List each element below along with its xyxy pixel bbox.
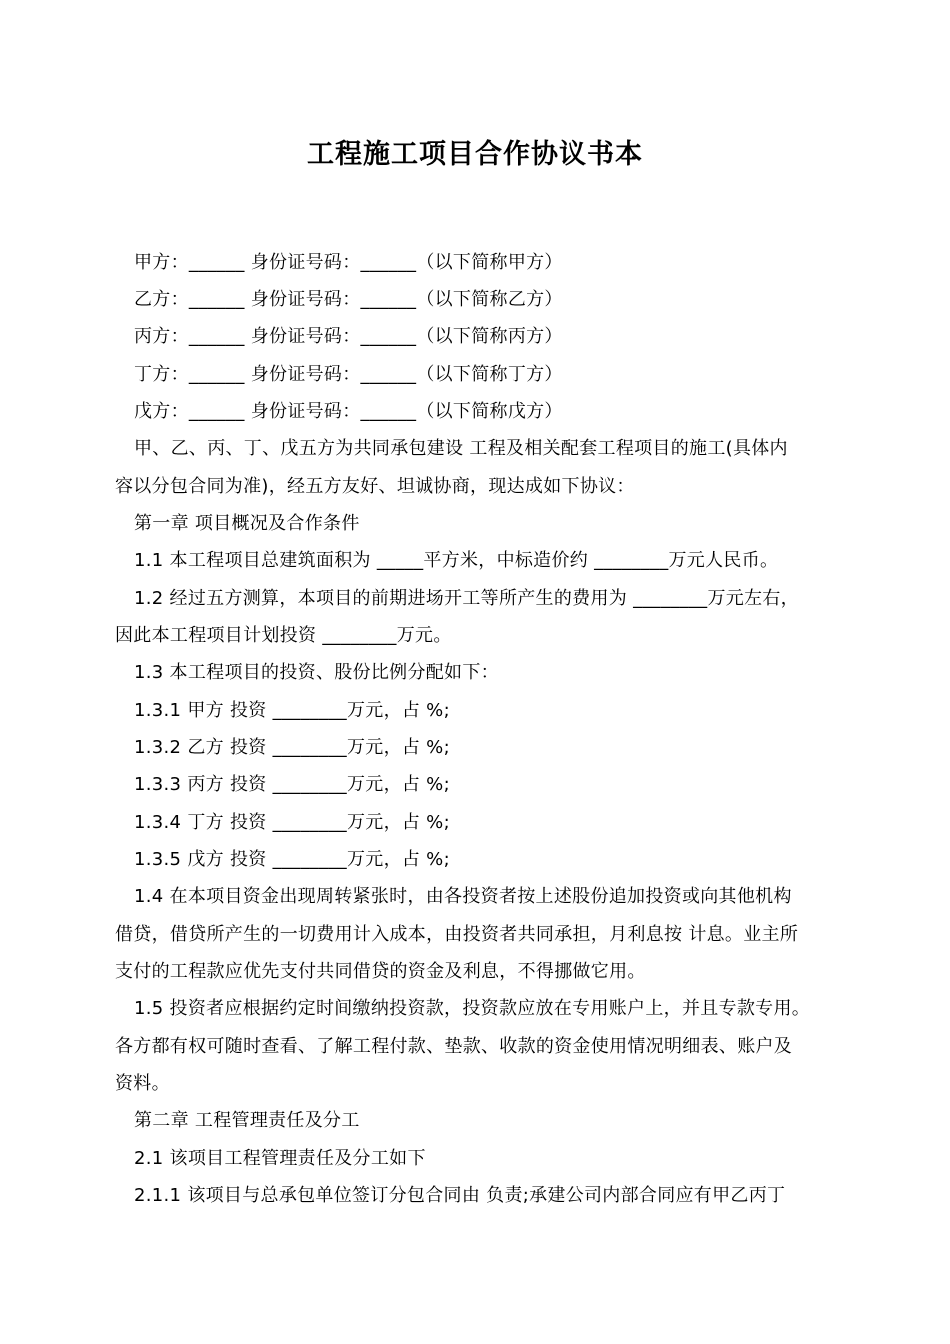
party-d-line: 丁方：______ 身份证号码：______（以下简称丁方） bbox=[134, 364, 563, 385]
document-title: 工程施工项目合作协议书本 bbox=[307, 139, 643, 170]
clause-1-5-cont: 各方都有权可随时查看、了解工程付款、垫款、收款的资金使用情况明细表、账户及 bbox=[115, 1036, 793, 1057]
intro-paragraph-line: 容以分包合同为准)，经五方友好、坦诚协商，现达成如下协议： bbox=[115, 476, 635, 497]
clause-2-1: 2.1 该项目工程管理责任及分工如下 bbox=[134, 1148, 426, 1169]
clause-1-3-5: 1.3.5 戊方 投资 ________万元，占 %; bbox=[134, 849, 450, 870]
clause-1-4-cont: 借贷，借贷所产生的一切费用计入成本，由投资者共同承担，月利息按 计息。业主所 bbox=[115, 924, 799, 945]
clause-1-3: 1.3 本工程项目的投资、股份比例分配如下： bbox=[134, 662, 499, 683]
party-c-line: 丙方：______ 身份证号码：______（以下简称丙方） bbox=[134, 326, 563, 347]
party-a-line: 甲方：______ 身份证号码：______（以下简称甲方） bbox=[134, 252, 563, 273]
clause-1-5: 1.5 投资者应根据约定时间缴纳投资款，投资款应放在专用账户上，并且专款专用。 bbox=[134, 998, 811, 1019]
clause-1-2: 1.2 经过五方测算，本项目的前期进场开工等所产生的费用为 ________万元左右， bbox=[134, 588, 799, 609]
chapter-1-heading: 第一章 项目概况及合作条件 bbox=[134, 513, 360, 534]
clause-2-1-1: 2.1.1 该项目与总承包单位签订分包合同由 负责;承建公司内部合同应有甲乙丙丁 bbox=[134, 1185, 786, 1206]
chapter-2-heading: 第二章 工程管理责任及分工 bbox=[134, 1110, 360, 1131]
clause-1-2-cont: 因此本工程项目计划投资 ________万元。 bbox=[115, 625, 452, 646]
intro-paragraph-line: 甲、乙、丙、丁、戊五方为共同承包建设 工程及相关配套工程项目的施工(具体内 bbox=[134, 438, 788, 459]
clause-1-5-cont: 资料。 bbox=[115, 1073, 170, 1094]
clause-1-1: 1.1 本工程项目总建筑面积为 _____平方米，中标造价约 ________万元人民币。 bbox=[134, 550, 779, 571]
party-b-line: 乙方：______ 身份证号码：______（以下简称乙方） bbox=[134, 289, 563, 310]
clause-1-3-2: 1.3.2 乙方 投资 ________万元，占 %; bbox=[134, 737, 450, 758]
clause-1-3-1: 1.3.1 甲方 投资 ________万元，占 %; bbox=[134, 700, 450, 721]
clause-1-3-3: 1.3.3 丙方 投资 ________万元，占 %; bbox=[134, 774, 450, 795]
clause-1-3-4: 1.3.4 丁方 投资 ________万元，占 %; bbox=[134, 812, 450, 833]
party-e-line: 戊方：______ 身份证号码：______（以下简称戊方） bbox=[134, 401, 563, 422]
clause-1-4: 1.4 在本项目资金出现周转紧张时，由各投资者按上述股份追加投资或向其他机构 bbox=[134, 886, 792, 907]
clause-1-4-cont: 支付的工程款应优先支付共同借贷的资金及利息，不得挪做它用。 bbox=[115, 961, 646, 982]
